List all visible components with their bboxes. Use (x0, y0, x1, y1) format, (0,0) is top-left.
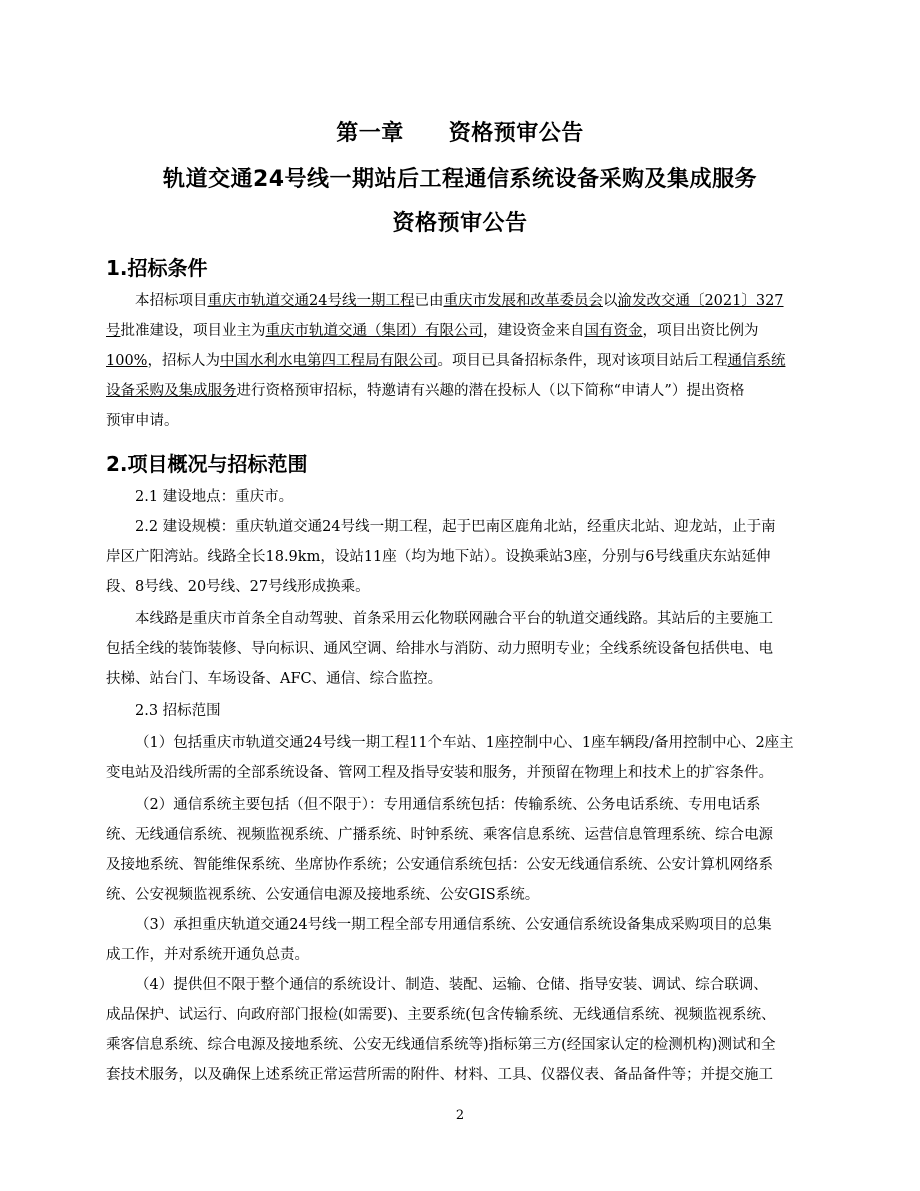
paragraph-line (106, 286, 838, 316)
fund-source-underlined: 国有资金 (584, 323, 643, 339)
paragraph-line: 本线路是重庆市首条全自动驾驶、首条采用云化物联网融合平台的轨道交通线路。其站后的主要施工 (135, 611, 773, 627)
paragraph-line (106, 406, 838, 436)
paragraph-line: 统、无线通信系统、视频监视系统、广播系统、时钟系统、乘客信息系统、运营信息管理系统、综合电源 (106, 827, 773, 843)
paragraph-line: 套技术服务，以及确保上述系统正常运营所需的附件、材料、工具、仪器仪表、备品备件等；并提交施工 (106, 1067, 773, 1083)
paragraph-line (106, 376, 838, 406)
bidding-scope-subheading: 2.3 招标范围 (135, 703, 221, 719)
text-run: 预审申请。 (106, 413, 179, 429)
paragraph-line: 段、8号线、20号线、27号线形成换乘。 (106, 579, 370, 595)
text-run: ，建设资金来自 (483, 323, 585, 339)
procurement-scope-underlined: 设备采购及集成服务 (106, 383, 237, 399)
text-run: 以 (602, 293, 618, 309)
paragraph-line: 扶梯、站台门、车场设备、AFC、通信、综合监控。 (106, 671, 443, 687)
text-run: 批准建设，项目业主为 (120, 323, 266, 339)
funding-ratio-underlined: 100% (106, 353, 148, 369)
paragraph-line: （4）提供但不限于整个通信的系统设计、制造、装配、运输、仓储、指导安装、调试、综合联调、 (135, 977, 768, 993)
paragraph-line (106, 346, 838, 376)
paragraph-line: 成工作，并对系统开通负总责。 (106, 947, 309, 963)
paragraph-line: 变电站及沿线所需的全部系统设备、管网工程及指导安装和服务，并预留在物理上和技术上的扩容条件。 (106, 765, 773, 781)
text-run: 已由 (414, 293, 444, 309)
text-run: ，招标人为 (147, 353, 220, 369)
project-title: 轨道交通24号线一期站后工程通信系统设备采购及集成服务 (162, 167, 758, 192)
construction-scale-paragraph (106, 512, 838, 602)
construction-location: 2.1 建设地点：重庆市。 (135, 489, 294, 505)
approval-document-suffix-underlined: 号 (106, 323, 121, 339)
text-run: 本招标项目 (135, 293, 208, 309)
chapter-title: 第一章 资格预审公告 (336, 121, 584, 146)
paragraph-line: 包括全线的装饰装修、导向标识、通风空调、给排水与消防、动力照明专业；全线系统设备包括供电、电 (106, 641, 773, 657)
bidding-conditions-paragraph (106, 286, 838, 436)
page-number: 2 (455, 1108, 465, 1123)
scope-item-1 (106, 728, 838, 788)
paragraph-line: 及接地系统、智能维保系统、坐席协作系统；公安通信系统包括：公安无线通信系统、公安计算机网络系 (106, 857, 773, 873)
paragraph-line: 统、公安视频监视系统、公安通信电源及接地系统、公安GIS系统。 (106, 887, 540, 903)
section-1-heading: 1.招标条件 (106, 256, 208, 280)
approval-document-underlined: 渝发改交通〔2021〕327 (617, 293, 784, 309)
notice-title: 资格预审公告 (392, 211, 528, 236)
text-run: ，项目出资比例为 (642, 323, 759, 339)
section-2-heading: 2.项目概况与招标范围 (106, 452, 308, 476)
paragraph-line: （1）包括重庆市轨道交通24号线一期工程11个车站、1座控制中心、1座车辆段/备用控制中心、2座主 (135, 735, 794, 751)
paragraph-line: （2）通信系统主要包括（但不限于）：专用通信系统包括：传输系统、公务电话系统、专用电话系 (135, 797, 761, 813)
approval-authority-underlined: 重庆市发展和改革委员会 (443, 293, 603, 309)
scope-item-2 (106, 790, 838, 910)
text-run: 。项目已具备招标条件，现对该项目站后工程 (437, 353, 728, 369)
procurement-scope-underlined: 通信系统 (727, 353, 786, 369)
paragraph-line: 岸区广阳湾站。线路全长18.9km，设站11座（均为地下站）。设换乘站3座，分别与6号线重庆东站延伸 (106, 549, 771, 565)
scope-item-3 (106, 910, 838, 970)
project-owner-underlined: 重庆市轨道交通（集团）有限公司 (265, 323, 483, 339)
paragraph-line (106, 316, 838, 346)
scope-item-4 (106, 970, 838, 1090)
line-description-paragraph (106, 604, 838, 694)
tenderer-underlined: 中国水利水电第四工程局有限公司 (219, 353, 438, 369)
text-run: 进行资格预审招标，特邀请有兴趣的潜在投标人（以下简称“申请人”）提出资格 (236, 383, 745, 399)
paragraph-line: （3）承担重庆轨道交通24号线一期工程全部专用通信系统、公安通信系统设备集成采购项目的总集 (135, 917, 772, 933)
paragraph-line: 成品保护、试运行、向政府部门报检(如需要)、主要系统(包含传输系统、无线通信系统、视频监视系统、 (106, 1007, 776, 1023)
project-name-underlined: 重庆市轨道交通24号线一期工程 (207, 293, 415, 309)
paragraph-line: 2.2 建设规模：重庆轨道交通24号线一期工程，起于巴南区鹿角北站，经重庆北站、迎龙站，止于南 (135, 519, 776, 535)
paragraph-line: 乘客信息系统、综合电源及接地系统、公安无线通信系统等)指标第三方(经国家认定的检测机构)测试和全 (106, 1037, 776, 1053)
